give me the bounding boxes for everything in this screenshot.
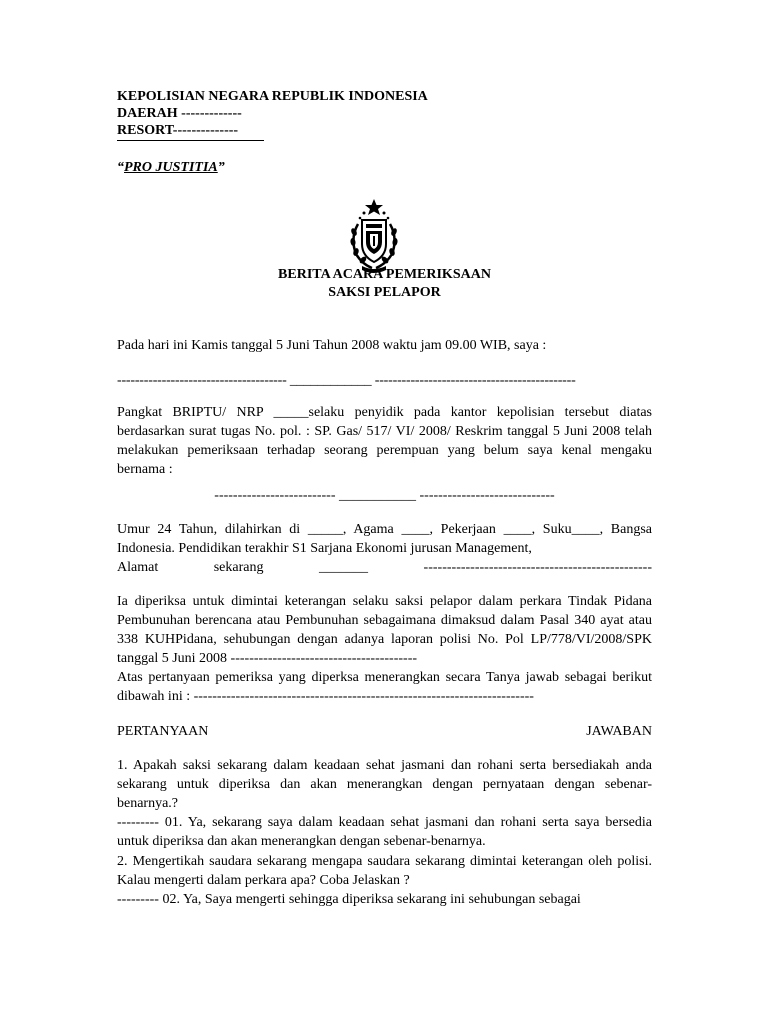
- question-2: 2. Mengertikah saudara sekarang mengapa saudara sekarang dimintai keterangan oleh polisi. Kalau mengerti dalam perkara apa? Coba Jelaskan ?: [117, 854, 652, 888]
- paragraph-case: Ia diperiksa untuk dimintai keterangan selaku saksi pelapor dalam perkara Tindak Pidana Pembunuhan berencana atau Pembunuhan sebagaimana dimaksud dalam Pasal 340 ayat atau 338 KUHPidana, sehubungan dengan adanya laporan polisi No. Pol LP/778/VI/2008/SPK tanggal 5 Juni 2008 ----------------------------------------: [117, 594, 652, 666]
- pro-quote-close: ”: [217, 160, 225, 175]
- question-1: 1. Apakah saksi sekarang dalam keadaan sehat jasmani dan rohani serta bersediakah anda sekarang untuk diperiksa dan akan menerangkan dengan pernyataan dengan sebenar-benarnya.?: [117, 758, 652, 811]
- header-resort: [117, 122, 264, 141]
- document-subtitle: SAKSI PELAPOR: [328, 285, 441, 300]
- dash-line-1: -------------------------------------- ____________ ---------------------------------------------: [117, 373, 576, 388]
- paragraph-identity: Pangkat BRIPTU/ NRP _____selaku penyidik pada kantor kepolisian tersebut diatas berdasarkan surat tugas No. pol. : SP. Gas/ 517/ VI/ 2008/ Reskrim tanggal 5 Juni 2008 telah melakukan pemeriksaan terhadap seorang perempuan yang belum saya kenal mengaku bernama :: [117, 405, 652, 477]
- pro-quote-open: “: [117, 160, 124, 175]
- column-answer: JAWABAN: [586, 724, 652, 739]
- police-emblem-icon: [344, 198, 404, 274]
- column-question: PERTANYAAN: [117, 724, 209, 739]
- document-page: [117, 88, 652, 907]
- paragraph-qa-intro: Atas pertanyaan pemeriksa yang diperksa menerangkan secara Tanya jawab sebagai berikut dibawah ini : -------------------------------------------------------------------------: [117, 670, 652, 704]
- header-region: DAERAH -------------: [117, 106, 242, 121]
- answer-1: --------- 01. Ya, sekarang saya dalam keadaan sehat jasmani dan rohani serta saya bersedia untuk diperiksa dan akan menerangkan dengan sebenar-benarnya.: [117, 815, 652, 849]
- dash-line-2: -------------------------- ___________ -----------------------------: [214, 488, 555, 503]
- paragraph-witness-a: Umur 24 Tahun, dilahirkan di _____, Agama ____, Pekerjaan ____, Suku____, Bangsa Indonesia. Pendidikan terakhir S1 Sarjana Ekonomi jurusan Management,: [117, 522, 652, 556]
- pro-justitia-text: PRO JUSTITIA: [124, 160, 218, 175]
- qa-column-headers: [117, 722, 652, 741]
- intro-line: Pada hari ini Kamis tanggal 5 Juni Tahun 2008 waktu jam 09.00 WIB, saya :: [117, 338, 547, 353]
- pro-justitia: [117, 158, 652, 177]
- header-resort-wrap: [117, 122, 652, 141]
- document-title: BERITA ACARA PEMERIKSAAN: [278, 267, 491, 282]
- header-resort-text: RESORT--------------: [117, 123, 239, 138]
- header-institution: KEPOLISIAN NEGARA REPUBLIK INDONESIA: [117, 89, 428, 104]
- paragraph-witness-address: Alamat sekarang _______ -------------------------------------------------: [117, 560, 652, 575]
- answer-2: --------- 02. Ya, Saya mengerti sehingga diperiksa sekarang ini sehubungan sebagai: [117, 892, 581, 907]
